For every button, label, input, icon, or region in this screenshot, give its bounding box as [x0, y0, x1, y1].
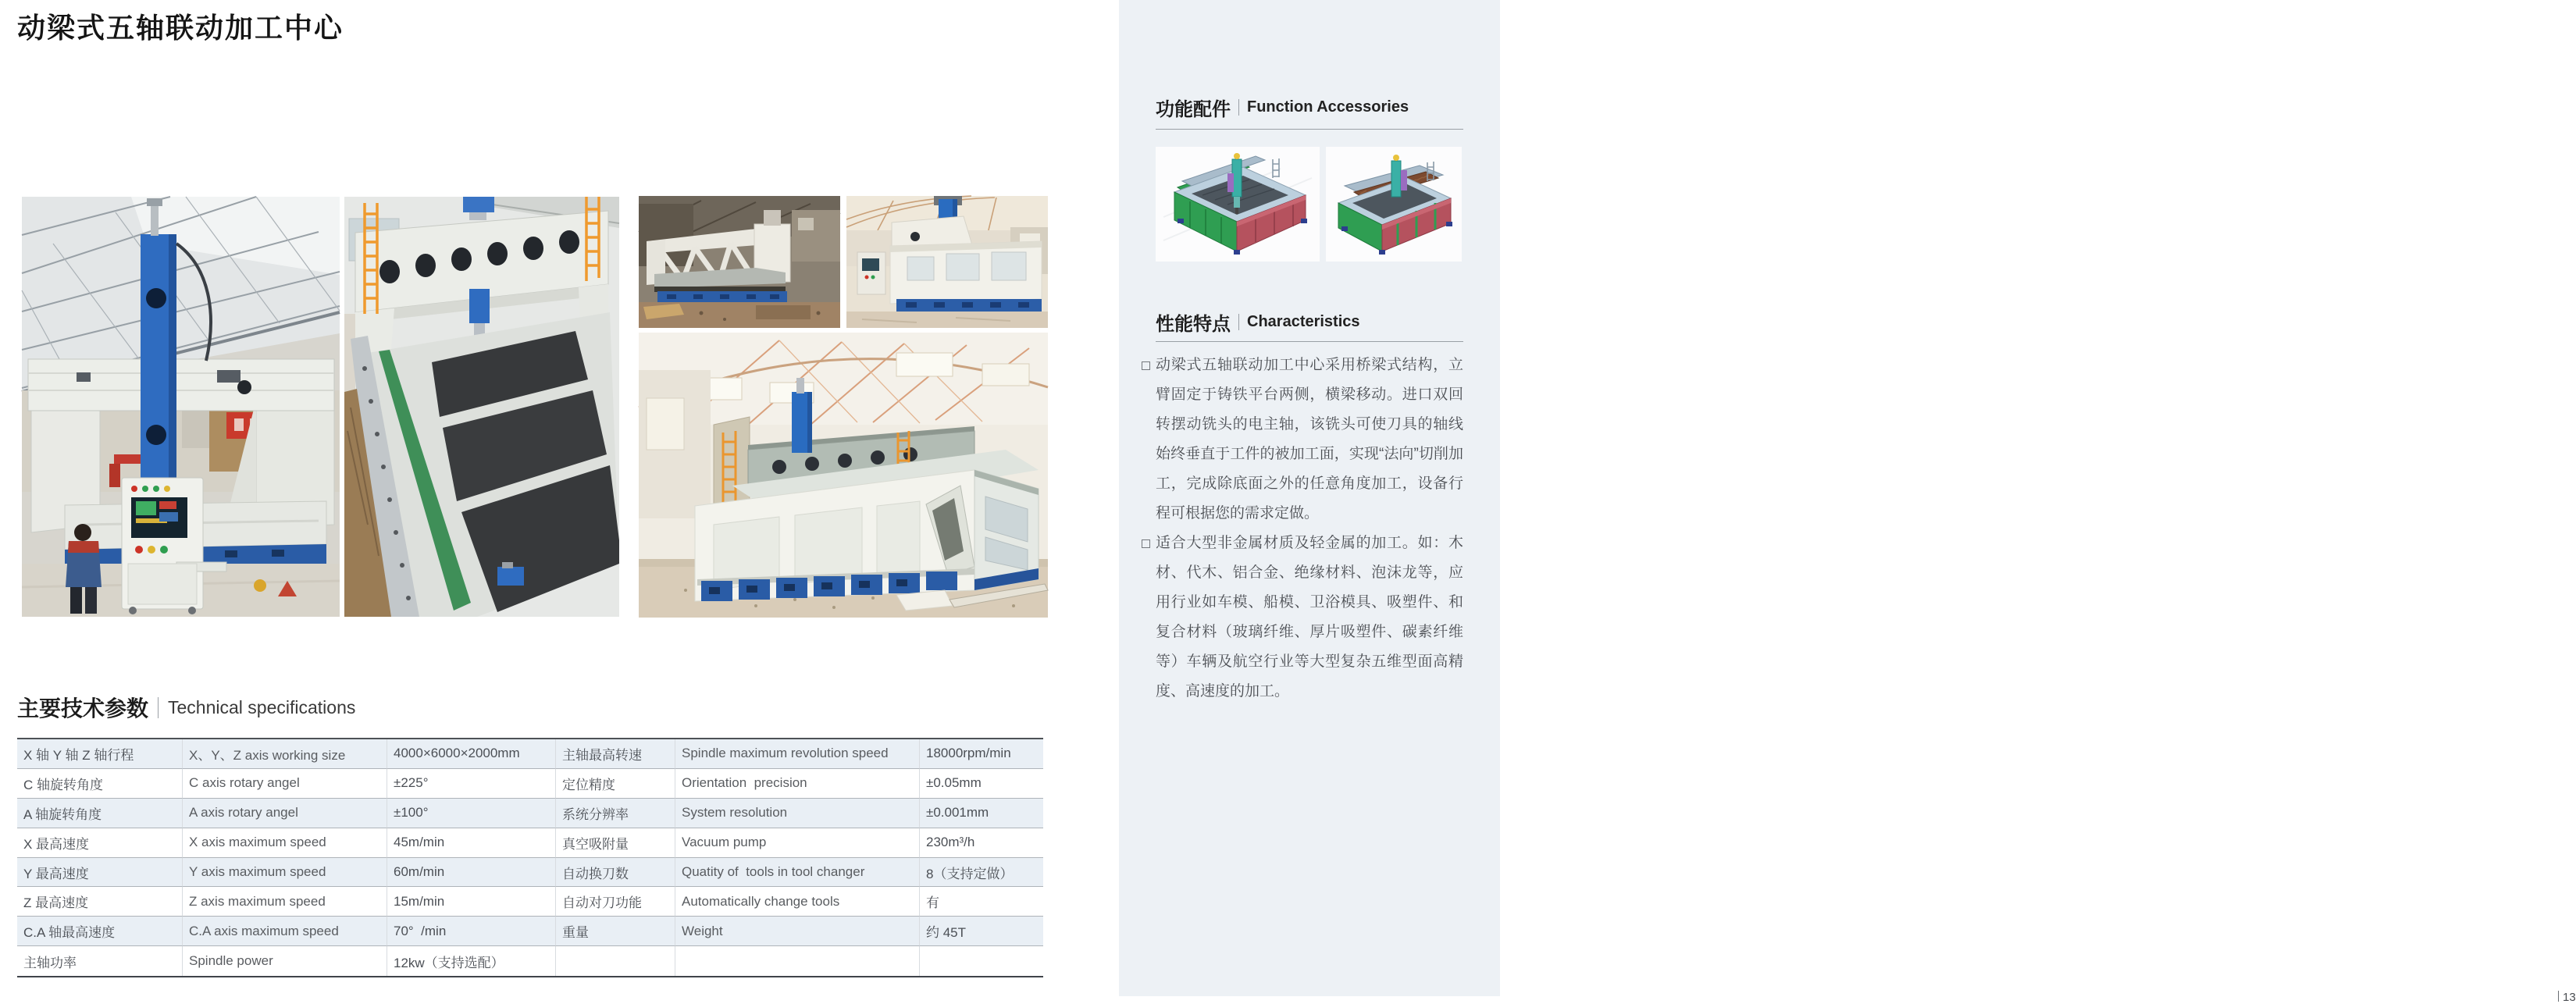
spec-cell: A axis rotary angel: [183, 799, 387, 828]
spec-cell: System resolution: [675, 799, 920, 828]
function-accessories-title-en: Function Accessories: [1247, 98, 1409, 116]
specs-title-zh: 主要技术参数: [17, 696, 149, 721]
accessory-cad-render-2: [1326, 147, 1462, 262]
photo-machine-enclosure-large: [639, 333, 1048, 618]
spec-cell: X axis maximum speed: [183, 828, 387, 858]
characteristics-item: [1156, 351, 1463, 529]
spec-cell: [920, 946, 1043, 976]
square-bullet-icon: [1142, 361, 1150, 370]
spec-cell: 约 45T: [920, 917, 1043, 946]
spec-cell: 45m/min: [387, 828, 556, 858]
photo-machine-front-column: [22, 197, 340, 617]
spec-cell: 有: [920, 887, 1043, 917]
photo-machine-frame-workshop: [639, 196, 840, 328]
spec-cell: X 轴 Y 轴 Z 轴行程: [17, 739, 183, 769]
spec-cell: 自动对刀功能: [556, 887, 675, 917]
spec-cell: Automatically change tools: [675, 887, 920, 917]
spec-cell: 70° /min: [387, 917, 556, 946]
characteristics-item-text: 适合大型非金属材质及轻金属的加工。如：木材、代木、铝合金、绝缘材料、泡沫龙等，应用行业如车模、船模、卫浴模具、吸塑件、和复合材料（玻璃纤维、厚片吸塑件、碳素纤维等）车辆及航空行业等大型复杂五维型面高精度、高速度的加工。: [1156, 535, 1463, 700]
spec-cell: 8（支持定做）: [920, 858, 1043, 888]
page-number-divider: [2558, 991, 2559, 1002]
spec-cell: Z axis maximum speed: [183, 887, 387, 917]
spec-cell: 主轴功率: [17, 946, 183, 976]
header-divider-bar: [1238, 99, 1239, 116]
spec-cell: C.A 轴最高速度: [17, 917, 183, 946]
spec-cell: Weight: [675, 917, 920, 946]
spec-cell: Y 最高速度: [17, 858, 183, 888]
spec-cell: Orientation precision: [675, 769, 920, 799]
spec-cell: Z 最高速度: [17, 887, 183, 917]
spec-cell: C.A axis maximum speed: [183, 917, 387, 946]
spec-cell: 自动换刀数: [556, 858, 675, 888]
characteristics-title-zh: 性能特点: [1156, 314, 1231, 335]
spec-cell: C axis rotary angel: [183, 769, 387, 799]
characteristics-item-text: 动梁式五轴联动加工中心采用桥梁式结构，立臂固定于铸铁平台两侧，横梁移动。进口双回转摆动铣头的电主轴，该铣头可使刀具的轴线始终垂直于工件的被加工面，实现“法向”切削加工，完成除底面之外的任意角度加工，设备行程可根据您的需求定做。: [1156, 357, 1463, 522]
specs-table: [17, 738, 1043, 977]
spec-cell: 重量: [556, 917, 675, 946]
characteristics-header: [1156, 308, 1360, 336]
spec-cell: X、Y、Z axis working size: [183, 739, 387, 769]
page-title: 动梁式五轴联动加工中心: [17, 12, 344, 44]
specs-title-en: Technical specifications: [168, 696, 356, 717]
spec-cell: 真空吸附量: [556, 828, 675, 858]
header-divider-bar: [158, 697, 159, 718]
characteristics-title-en: Characteristics: [1247, 313, 1360, 330]
sidebar: [1119, 0, 2576, 1004]
section-divider: [1156, 341, 1463, 342]
square-bullet-icon: [1142, 539, 1150, 548]
spec-cell: 4000×6000×2000mm: [387, 739, 556, 769]
spec-cell: Y axis maximum speed: [183, 858, 387, 888]
spec-cell: Vacuum pump: [675, 828, 920, 858]
spec-cell: A 轴旋转角度: [17, 799, 183, 828]
page-number: [2558, 991, 2576, 1004]
spec-cell: Quatity of tools in tool changer: [675, 858, 920, 888]
characteristics-item: [1156, 529, 1463, 707]
specs-section-header: [17, 692, 355, 723]
spec-cell: Spindle maximum revolution speed: [675, 739, 920, 769]
spec-cell: 12kw（支持选配）: [387, 946, 556, 976]
spec-cell: ±100°: [387, 799, 556, 828]
spec-cell: [556, 946, 675, 976]
accessory-images: [1156, 147, 1462, 262]
spec-cell: ±0.05mm: [920, 769, 1043, 799]
photo-machine-enclosure-end: [846, 196, 1048, 328]
spec-cell: 主轴最高转速: [556, 739, 675, 769]
characteristics-list: [1156, 351, 1463, 707]
spec-cell: X 最高速度: [17, 828, 183, 858]
photo-machine-table-perspective: [344, 197, 619, 617]
spec-cell: 18000rpm/min: [920, 739, 1043, 769]
spec-cell: ±225°: [387, 769, 556, 799]
spec-cell: [675, 946, 920, 976]
spec-cell: ±0.001mm: [920, 799, 1043, 828]
spec-cell: 系统分辨率: [556, 799, 675, 828]
page-number-text: 13: [2563, 991, 2576, 1004]
header-divider-bar: [1238, 314, 1239, 330]
function-accessories-header: [1156, 94, 1409, 121]
spec-cell: 230m³/h: [920, 828, 1043, 858]
function-accessories-title-zh: 功能配件: [1156, 99, 1231, 120]
spec-cell: 定位精度: [556, 769, 675, 799]
spec-cell: 15m/min: [387, 887, 556, 917]
spec-cell: Spindle power: [183, 946, 387, 976]
section-divider: [1156, 129, 1463, 130]
accessory-cad-render-1: [1156, 147, 1320, 262]
spec-cell: 60m/min: [387, 858, 556, 888]
spec-cell: C 轴旋转角度: [17, 769, 183, 799]
